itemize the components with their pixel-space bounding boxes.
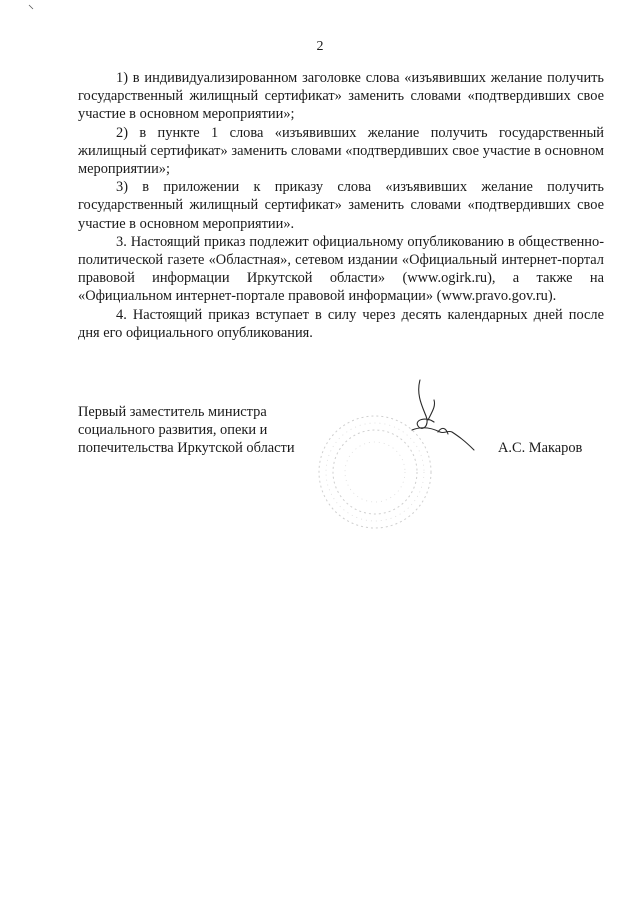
paragraph-5: 4. Настоящий приказ вступает в силу через десять календарных дней после дня его официального опубликования. [78, 306, 604, 341]
signatory-title-line-2: социального развития, опеки и [78, 422, 268, 439]
paragraph-1: 1) в индивидуализированном заголовке слова «изъявивших желание получить государственный жилищный сертификат» заменить словами «подтвердивших свое участие в основном мероприятии»; [78, 70, 604, 123]
signatory-title-line-1: Первый заместитель министра [78, 404, 267, 420]
signatory-title-line-3: попечительства Иркутской области [78, 440, 295, 457]
signer-name: А.С. Макаров [498, 440, 583, 456]
page-number: 2 [316, 39, 324, 54]
document-body [78, 69, 604, 342]
handwritten-signature-icon [392, 376, 482, 456]
paragraph-4: 3. Настоящий приказ подлежит официальному опубликованию в общественно-политической газете «Областная», сетевом издании «Официальный интернет-портал правовой информации Иркутской области» (www.ogirk.ru), а также на «Официальном интернет-портале правовой информации» (www.pravo.gov.ru). [78, 233, 604, 305]
signatory-block [78, 403, 318, 458]
scan-mark [28, 4, 34, 10]
paragraph-2: 2) в пункте 1 слова «изъявивших желание получить государственный жилищный сертификат» заменить словами «подтвердивших свое участие в основном мероприятии»; [78, 124, 604, 178]
paragraph-3: 3) в приложении к приказу слова «изъявивших желание получить государственный жилищный сертификат» заменить словами «подтвердивших свое участие в основном мероприятии». [78, 179, 604, 232]
